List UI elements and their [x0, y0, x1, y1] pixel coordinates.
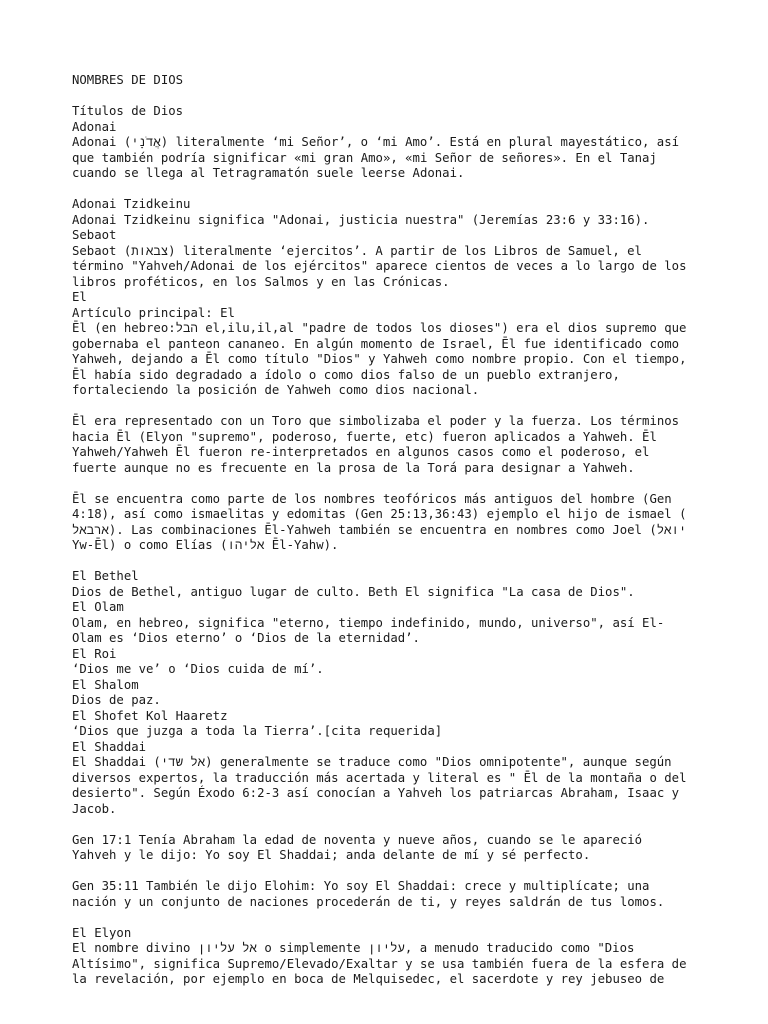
text-line: El Olam: [72, 600, 124, 614]
text-line: Altísimo", significa Supremo/Elevado/Exaltar y se usa también fuera de la esfera de: [72, 956, 687, 971]
text-paragraph: [72, 197, 700, 399]
text-line: ‘Dios me ve’ o ‘Dios cuida de mí’.: [72, 662, 324, 676]
text-line: Jacob.: [72, 801, 117, 816]
text-line: Ēl había sido degradado a ídolo o como dios falso de un pueblo extranjero,: [72, 367, 620, 382]
text-line: Yahveh y le dijo: Yo soy El Shaddai; anda delante de mí y sé perfecto.: [72, 848, 591, 862]
text-line: hacia Ēl (Elyon "supremo", poderoso, fuerte, etc) fueron aplicados a Yahweh. Ēl: [72, 429, 657, 444]
text-line: término "Yahveh/Adonai de los ejércitos" aparece cientos de veces a lo largo de los: [72, 259, 687, 273]
text-line: diversos expertos, la traducción más acertada y literal es " Ēl de la montaña o del: [72, 770, 687, 785]
text-line: fortaleciendo la posición de Yahweh como dios nacional.: [72, 383, 480, 397]
text-line: Adonai: [72, 119, 117, 134]
text-line: Gen 17:1 Tenía Abraham la edad de noventa y nueve años, cuando se le apareció: [72, 832, 643, 847]
text-line: El Shalom: [72, 677, 139, 692]
text-paragraph: [72, 569, 700, 817]
text-line: Ēl se encuentra como parte de los nombres teofóricos más antiguos del hombre (Gen: [72, 491, 672, 506]
text-line: ארבאל). Las combinaciones Ēl-Yahweh también se encuentra en nombres como Joel (יואל: [72, 522, 687, 537]
document-body: [72, 73, 700, 1003]
text-line: Olam, en hebreo, significa "eterno, tiempo indefinido, mundo, universo", así El-: [72, 615, 665, 630]
text-line: Adonai (אֲדֹנָי) literalmente ‘mi Señor’, o ‘mi Amo’. Está en plural mayestático, así: [72, 135, 680, 149]
text-line: Dios de Bethel, antiguo lugar de culto. Beth El significa "La casa de Dios".: [72, 584, 635, 599]
text-line: Yahweh/Yahweh Ēl fueron re-interpretados en algunos casos como el poderoso, el: [72, 445, 650, 459]
text-line: cuando se llega al Tetragramatón suele leerse Adonai.: [72, 166, 465, 180]
text-line: El nombre divino אל עליון o simplemente עליון, a menudo traducido como "Dios: [72, 941, 635, 955]
text-paragraph: [72, 833, 700, 864]
text-line: El Shaddai: [72, 739, 147, 754]
text-line: El Bethel: [72, 569, 139, 583]
text-line: Olam es ‘Dios eterno’ o ‘Dios de la eternidad’.: [72, 631, 420, 645]
text-line: Ēl era representado con un Toro que simbolizaba el poder y la fuerza. Los términos: [72, 414, 680, 428]
text-line: NOMBRES DE DIOS: [72, 73, 184, 87]
text-line: Artículo principal: El: [72, 305, 235, 320]
text-line: la revelación, por ejemplo en boca de Melquisedec, el sacerdote y rey jebuseo de: [72, 972, 665, 986]
text-line: Sebaot: [72, 228, 117, 242]
text-line: Yahweh, dejando a Ēl como título "Dios" y Yahweh como nombre propio. Con el tiempo,: [72, 352, 687, 366]
text-line: Ēl (en hebreo:הבל el,ilu,il,al "padre de todos los dioses") era el dios supremo que: [72, 321, 687, 335]
text-line: Adonai Tzidkeinu significa "Adonai, justicia nuestra" (Jeremías 23:6 y 33:16).: [72, 212, 650, 227]
text-line: libros proféticos, en los Salmos y en las Crónicas.: [72, 274, 450, 289]
text-line: Yw-Ēl) o como Elías (אליהו Ēl-Yahw).: [72, 538, 339, 552]
text-line: 4:18), así como ismaelitas y edomitas (Gen 25:13,36:43) ejemplo el hijo de ismael (: [72, 507, 687, 521]
text-line: gobernaba el panteon cananeo. En algún momento de Israel, Ēl fue identificado como: [72, 336, 680, 351]
text-line: El Shofet Kol Haaretz: [72, 708, 228, 723]
text-line: que también podría significar «mi gran Amo», «mi Señor de señores». En el Tanaj: [72, 150, 657, 165]
text-line: El Shaddai (אל שדי) generalmente se traduce como "Dios omnipotente", aunque según: [72, 755, 672, 769]
document-title: [72, 73, 700, 89]
text-paragraph: [72, 879, 700, 910]
text-line: Gen 35:11 También le dijo Elohim: Yo soy El Shaddai: crece y multiplícate; una: [72, 879, 650, 893]
text-line: Dios de paz.: [72, 693, 161, 707]
text-line: El: [72, 290, 87, 304]
text-line: Títulos de Dios: [72, 104, 184, 118]
text-paragraph: [72, 104, 700, 182]
text-line: Adonai Tzidkeinu: [72, 197, 191, 211]
text-line: fuerte aunque no es frecuente en la prosa de la Torá para designar a Yahweh.: [72, 460, 635, 475]
text-line: ‘Dios que juzga a toda la Tierra’.[cita requerida]: [72, 724, 443, 738]
text-paragraph: [72, 926, 700, 988]
text-line: Sebaot (צבאות) literalmente ‘ejercitos’. A partir de los Libros de Samuel, el: [72, 243, 642, 258]
text-line: nación y un conjunto de naciones procederán de ti, y reyes saldrán de tus lomos.: [72, 894, 665, 909]
text-line: El Elyon: [72, 925, 132, 940]
text-line: El Roi: [72, 646, 117, 661]
text-paragraph: [72, 414, 700, 476]
text-line: desierto". Según Éxodo 6:2-3 así conocían a Yahveh los patriarcas Abraham, Isaac y: [72, 786, 680, 800]
text-paragraph: [72, 492, 700, 554]
